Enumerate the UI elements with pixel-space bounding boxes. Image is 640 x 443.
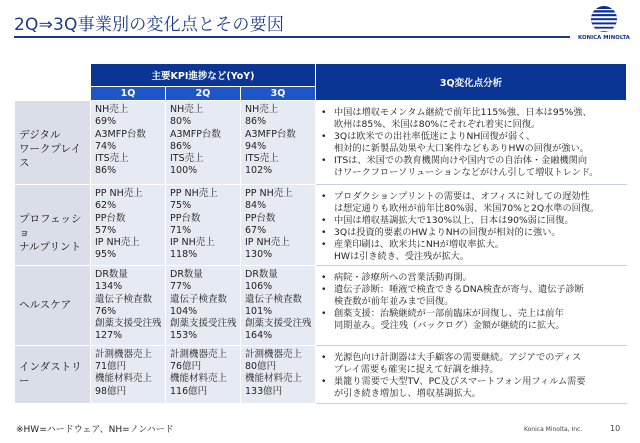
kpi-metric-name: 計測機器売上 xyxy=(170,348,228,360)
analysis-text: 相対的に新製品効果や大口案件などもありHWの回復が強い。 xyxy=(334,143,589,154)
analysis-text: • 病院・診療所への営業活動再開。 xyxy=(334,272,472,283)
kpi-metric-name: NH売上 xyxy=(95,104,129,115)
kpi-metric-value: 76億円 xyxy=(170,361,202,373)
kpi-metric-value: 84% xyxy=(245,200,267,212)
kpi-metric-value: 57% xyxy=(95,224,117,236)
kpi-metric-name: ITS売上 xyxy=(95,153,129,165)
quarter-header-1q: 1Q xyxy=(91,87,166,101)
kpi-metric-value: 133億円 xyxy=(245,385,283,397)
kpi-metric-name: A3MFP台数 xyxy=(245,128,296,140)
kpi-metric-name: 創薬支援受注残 xyxy=(95,318,162,330)
kpi-metric-name: 創薬支援受注残 xyxy=(170,318,237,330)
segment-label xyxy=(15,266,91,346)
kpi-metric-value: 102% xyxy=(245,165,273,177)
analysis-text: 欧州は85%、米国は80%にそれぞれ着実に回復。 xyxy=(334,119,541,130)
kpi-cell-q3 xyxy=(241,266,316,346)
kpi-metric-value: 100% xyxy=(170,165,198,177)
kpi-cell-q2 xyxy=(166,185,241,266)
kpi-metric-value: 118% xyxy=(170,249,198,261)
kpi-cell-q2 xyxy=(166,345,241,403)
page-title: 2Q⇒3Q事業別の変化点とその要因 xyxy=(14,15,285,35)
company-name: Konica Minolta, Inc. xyxy=(524,426,583,433)
kpi-metric-value: 80% xyxy=(170,116,192,128)
table-corner xyxy=(15,64,91,101)
kpi-cell-q1 xyxy=(91,185,166,266)
kpi-metric-name: IP NH売上 xyxy=(245,237,290,249)
segment-label-line: ヘルスケア xyxy=(19,299,72,312)
kpi-metric-value: 98億円 xyxy=(95,385,127,397)
kpi-metric-value: 69% xyxy=(95,116,117,128)
kpi-metric-value: 86% xyxy=(95,165,117,177)
analysis-text: 検査数が前年並みまで回復。 xyxy=(334,296,454,307)
kpi-metric-value: 74% xyxy=(95,140,117,152)
logo-wordmark: KONICA MINOLTA xyxy=(578,35,630,41)
analysis-bullet xyxy=(318,352,622,376)
segment-label-line: インダストリー xyxy=(19,361,82,388)
analysis-text: 同期並み。受注残（バックログ）金額が継続的に拡大。 xyxy=(334,320,565,331)
segment-label-line: プロフェッショ xyxy=(19,213,82,239)
analysis-bullet xyxy=(318,284,622,308)
analysis-bullet xyxy=(318,191,622,215)
kpi-metric-value: 67% xyxy=(245,224,267,236)
change-analysis-table xyxy=(14,63,627,404)
analysis-text: HWは引き続き、受注残が拡大。 xyxy=(334,251,470,262)
analysis-text: • 中国は増収基調拡大で130%以上、日本は90%弱に回復。 xyxy=(334,215,574,226)
analysis-bullet xyxy=(318,131,622,155)
quarter-header-2q: 2Q xyxy=(166,87,241,101)
kpi-metric-value: 134% xyxy=(95,281,123,293)
kpi-metric-name: PP台数 xyxy=(95,212,126,224)
analysis-list xyxy=(318,352,622,400)
globe-logo-icon xyxy=(590,5,618,33)
analysis-bullet xyxy=(318,239,622,263)
kpi-metric-name: DR数量 xyxy=(245,269,278,280)
kpi-metric-name: PP NH売上 xyxy=(95,188,143,199)
analysis-cell xyxy=(316,345,627,403)
analysis-list xyxy=(318,191,622,263)
kpi-metric-name: 遺伝子検査数 xyxy=(170,293,228,305)
kpi-metric-name: A3MFP台数 xyxy=(95,128,146,140)
kpi-cell-q1 xyxy=(91,101,166,185)
kpi-cell-q3 xyxy=(241,185,316,266)
analysis-text: は想定通りも欧州が前年比80%弱、米国70%と2Q水準の回復。 xyxy=(334,203,600,214)
segment-label-line: ワークプレイス xyxy=(19,143,82,169)
title-divider xyxy=(14,36,570,38)
analysis-header: 3Q変化点分析 xyxy=(316,64,627,101)
analysis-text: • 3Qは欧米での出社率低迷によりNH回復が弱く、 xyxy=(334,131,536,142)
kpi-metric-name: IP NH売上 xyxy=(95,237,140,249)
kpi-metric-name: NH売上 xyxy=(245,104,279,115)
kpi-metric-name: 機能材料売上 xyxy=(170,373,228,385)
analysis-text: • ITSは、米国での教育機関向けや国内での自治体・金融機関向 xyxy=(334,155,588,166)
kpi-metric-name: 機能材料売上 xyxy=(95,373,153,385)
segment-label-line: ナルプリント xyxy=(19,241,82,253)
kpi-metric-name: NH売上 xyxy=(170,104,204,115)
kpi-metric-name: DR数量 xyxy=(170,269,203,280)
analysis-text: • 創薬支援：治験継続が一部前臨床が回復し、売上は前年 xyxy=(334,308,564,319)
kpi-metric-name: 創薬支援受注残 xyxy=(245,318,312,330)
analysis-text: • 遺伝子診断：唾液で検査できるDNA検査が寄与、遺伝子診断 xyxy=(334,284,584,295)
analysis-text: • プロダクションプリントの需要は、オフィスに対しての遅効性 xyxy=(334,191,590,202)
analysis-bullet xyxy=(318,272,622,284)
kpi-metric-name: IP NH売上 xyxy=(170,237,215,249)
footnote: ※HW=ハードウェア、NH=ノンハード xyxy=(16,425,174,435)
kpi-metric-name: PP台数 xyxy=(170,212,201,224)
table-row xyxy=(15,185,627,266)
table-row xyxy=(15,101,627,185)
analysis-text: • 光源色向け計測器は大手顧客の需要継続。アジアでのディス xyxy=(334,351,582,363)
kpi-metric-value: 62% xyxy=(95,200,117,212)
kpi-metric-value: 101% xyxy=(245,305,273,317)
kpi-metric-name: 計測機器売上 xyxy=(95,348,153,360)
analysis-cell xyxy=(316,101,627,185)
kpi-metric-name: 遺伝子検査数 xyxy=(95,293,153,305)
kpi-metric-name: 遺伝子検査数 xyxy=(245,293,303,305)
kpi-metric-value: 164% xyxy=(245,330,273,342)
kpi-cell-q2 xyxy=(166,266,241,346)
analysis-cell xyxy=(316,266,627,346)
segment-label xyxy=(15,345,91,403)
segment-label xyxy=(15,101,91,185)
kpi-metric-name: 機能材料売上 xyxy=(245,373,303,385)
kpi-cell-q3 xyxy=(241,345,316,403)
table-row xyxy=(15,345,627,403)
analysis-text: プレイ需要も確実に捉えて好調を維持。 xyxy=(334,363,499,375)
analysis-list xyxy=(318,107,622,179)
analysis-bullet xyxy=(318,155,622,179)
kpi-cell-q1 xyxy=(91,266,166,346)
kpi-metric-value: 153% xyxy=(170,330,198,342)
kpi-header: 主要KPI進捗など(YoY) xyxy=(91,64,316,87)
analysis-text: • 3Qは投資的要素のHWよりNHの回復が相対的に強い。 xyxy=(334,227,561,238)
kpi-metric-value: 95% xyxy=(95,249,117,261)
kpi-cell-q3 xyxy=(241,101,316,185)
kpi-metric-name: PP NH売上 xyxy=(170,188,218,199)
analysis-bullet xyxy=(318,308,622,332)
kpi-metric-name: 計測機器売上 xyxy=(245,348,303,360)
kpi-metric-name: ITS売上 xyxy=(245,153,279,165)
kpi-metric-value: 86% xyxy=(170,140,192,152)
company-logo xyxy=(574,5,634,49)
kpi-metric-value: 71億円 xyxy=(95,361,127,373)
table-row xyxy=(15,266,627,346)
analysis-text: • 中国は増収モメンタム継続で前年比115%強、日本は95%強、 xyxy=(334,107,592,118)
analysis-bullet xyxy=(318,215,622,227)
kpi-metric-value: 94% xyxy=(245,140,267,152)
analysis-bullet xyxy=(318,227,622,239)
kpi-metric-value: 116億円 xyxy=(170,385,208,397)
kpi-cell-q2 xyxy=(166,101,241,185)
quarter-header-3q: 3Q xyxy=(241,87,316,101)
analysis-bullet xyxy=(318,376,622,400)
kpi-metric-name: ITS売上 xyxy=(170,153,204,165)
kpi-metric-value: 106% xyxy=(245,281,273,293)
kpi-metric-name: PP NH売上 xyxy=(245,188,293,199)
segment-label xyxy=(15,185,91,266)
kpi-metric-value: 76% xyxy=(95,305,117,317)
segment-label-line: デジタル xyxy=(19,129,61,141)
kpi-metric-value: 80億円 xyxy=(245,361,277,373)
kpi-cell-q1 xyxy=(91,345,166,403)
kpi-metric-value: 86% xyxy=(245,116,267,128)
kpi-metric-value: 127% xyxy=(95,330,123,342)
page-number: 10 xyxy=(610,424,621,433)
analysis-text: • 巣籠り需要で大型TV、PC及びスマートフォン用フィルム需要 xyxy=(334,375,586,387)
kpi-metric-value: 71% xyxy=(170,224,192,236)
analysis-bullet xyxy=(318,107,622,131)
analysis-cell xyxy=(316,185,627,266)
analysis-text: けワークフローソリューションなどがけん引して増収トレンド。 xyxy=(334,167,599,178)
kpi-metric-name: PP台数 xyxy=(245,212,276,224)
analysis-text: • 産業印刷は、欧米共にNHが増収率拡大。 xyxy=(334,239,504,250)
kpi-metric-name: DR数量 xyxy=(95,269,128,280)
analysis-text: が引き続き増加し、増収基調拡大。 xyxy=(334,387,481,399)
kpi-metric-value: 104% xyxy=(170,305,198,317)
kpi-metric-value: 75% xyxy=(170,200,192,212)
kpi-metric-value: 77% xyxy=(170,281,192,293)
kpi-metric-name: A3MFP台数 xyxy=(170,128,221,140)
kpi-metric-value: 130% xyxy=(245,249,273,261)
analysis-list xyxy=(318,272,622,332)
